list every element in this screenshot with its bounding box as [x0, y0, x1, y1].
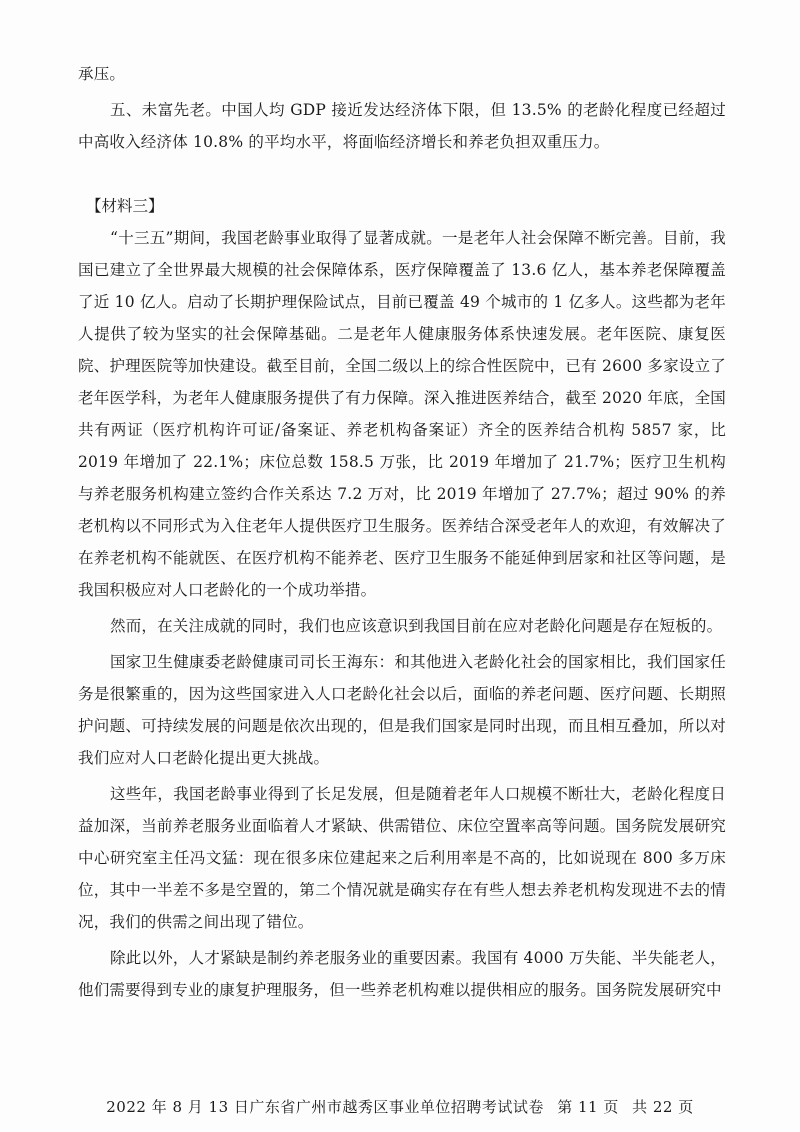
footer-total-pages: 共 22 页 [632, 1098, 694, 1116]
page-footer [0, 1096, 800, 1117]
paragraph-continuation: 承压。 [78, 65, 126, 83]
footer-page-number: 第 11 页 [557, 1098, 619, 1116]
paragraph-point-five: 五、未富先老。中国人均 GDP 接近发达经济体下限，但 13.5% 的老龄化程度已经超过中高收入经济体 10.8% 的平均水平，将面临经济增长和养老负担双重压力。 [78, 101, 726, 151]
document-body [78, 58, 726, 1010]
section-spacer [78, 162, 726, 190]
paragraph-achievements: “十三五”期间，我国老龄事业取得了显著成就。一是老年人社会保障不断完善。目前，我国已建立了全世界最大规模的社会保障体系，医疗保障覆盖了 13.6 亿人，基本养老保障覆盖了近 10 亿人。启动了长期护理保险试点，目前已覆盖 49 个城市的 1 亿多人。这些都为老年人提供了较为坚实的社会保障基础。二是老年人健康服务体系快速发展。老年医院、康复医院、护理医院等加快建设。截至目前，全国二级以上的综合性医院中，已有 2600 多家设立了老年医学科，为老年人健康服务提供了有力保障。深入推进医养结合，截至 2020 年底，全国共有两证（医疗机构许可证/备案证、养老机构备案证）齐全的医养结合机构 5857 家，比 2019 年增加了 22.1%；床位总数 158.5 万张，比 2019 年增加了 21.7%；医疗卫生机构与养老服务机构建立签约合作关系达 7.2 万对，比 2019 年增加了 27.7%；超过 90% 的养老机构以不同形式为入住老年人提供医疗卫生服务。医养结合深受老年人的欢迎，有效解决了在养老机构不能就医、在医疗机构不能养老、医疗卫生服务不能延伸到居家和社区等问题，是我国积极应对人口老龄化的一个成功举措。 [78, 229, 726, 599]
section-heading-material-three: 【材料三】 [86, 197, 164, 215]
paragraph-elderly-care-issues: 这些年，我国老龄事业得到了长足发展，但是随着老年人口规模不断壮大，老龄化程度日益加深，当前养老服务业面临着人才紧缺、供需错位、床位空置率高等问题。国务院发展研究中心研究室主任冯文猛：现在很多床位建起来之后利用率是不高的，比如说现在 800 多万床位，其中一半差不多是空置的，第二个情况就是确实存在有些人想去养老机构发现进不去的情况，我们的供需之间出现了错位。 [78, 785, 726, 931]
paragraph-shortcomings: 然而，在关注成就的同时，我们也应该意识到我国目前在应对老龄化问题是存在短板的。 [110, 617, 723, 635]
paragraph-talent-shortage: 除此以外，人才紧缺是制约养老服务业的重要因素。我国有 4000 万失能、半失能老人，他们需要得到专业的康复护理服务，但一些养老机构难以提供相应的服务。国务院发展研究中 [78, 949, 726, 999]
paragraph-quote-wang-haidong: 国家卫生健康委老龄健康司司长王海东：和其他进入老龄化社会的国家相比，我们国家任务是很繁重的，因为这些国家进入人口老龄化社会以后，面临的养老问题、医疗问题、长期照护问题、可持续发展的问题是依次出现的，但是我们国家是同时出现，而且相互叠加，所以对我们应对人口老龄化提出更大挑战。 [78, 653, 726, 767]
footer-exam-title: 2022 年 8 月 13 日广东省广州市越秀区事业单位招聘考试试卷 [106, 1098, 544, 1116]
